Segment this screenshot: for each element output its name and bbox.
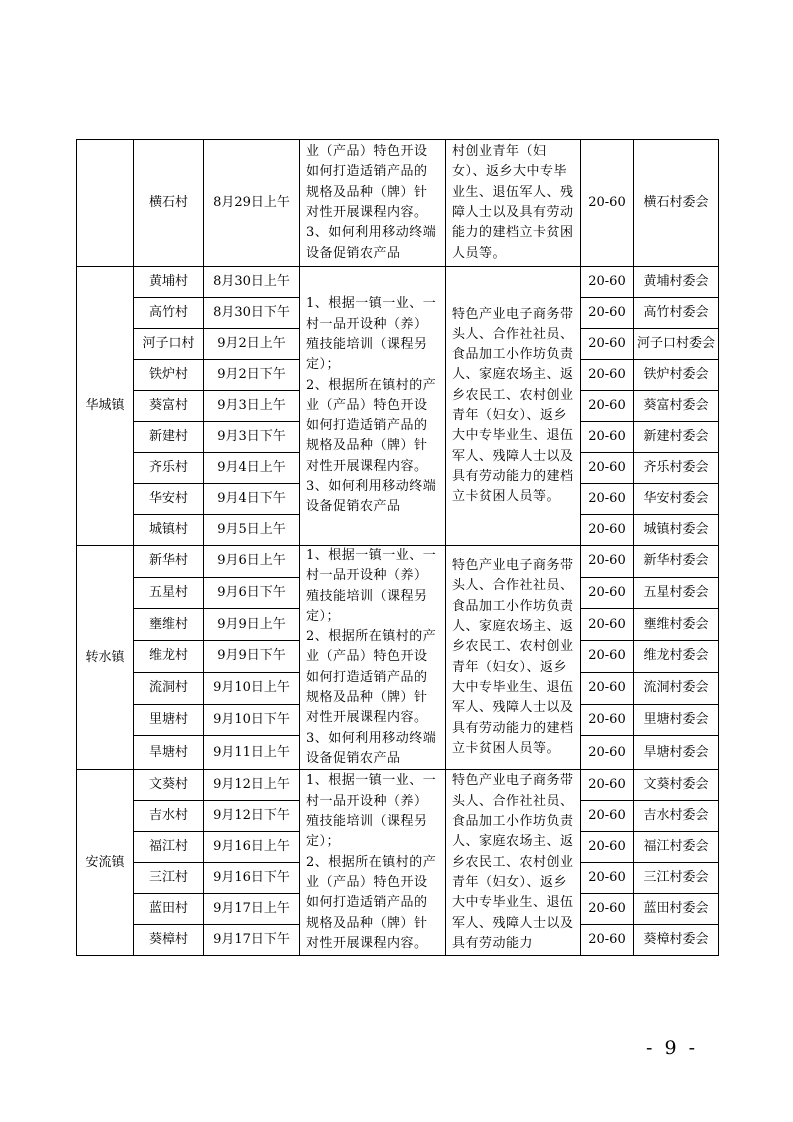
village-cell: 高竹村 [134,298,204,329]
date-cell: 9月12日下午 [204,801,300,832]
village-cell: 齐乐村 [134,453,204,484]
training-schedule-table [76,139,719,956]
venue-cell: 旱塘村委会 [634,736,719,770]
venue-cell: 葵富村委会 [634,391,719,422]
date-cell: 9月10日下午 [204,704,300,736]
venue-cell: 高竹村委会 [634,298,719,329]
count-cell: 20-60 [581,672,634,704]
date-cell: 8月30日下午 [204,298,300,329]
date-cell: 9月5日上午 [204,515,300,546]
count-cell: 20-60 [581,577,634,609]
count-cell: 20-60 [581,298,634,329]
target-cell: 特色产业电子商务带头人、合作社社员、食品加工小作坊负责人、家庭农场主、返乡农民工、农村创业青年（妇女）、返乡大中专毕业生、退伍军人、残障人士以及具有劳动能力 [446,770,581,956]
count-cell: 20-60 [581,546,634,578]
count-cell: 20-60 [581,704,634,736]
village-cell: 文葵村 [134,770,204,801]
content-cell: 1、根据一镇一业、一村一品开设种（养）殖技能培训（课程另定）； 2、根据所在镇村的产业（产品）特色开设如何打造适销产品的规格及品种（牌）针对性开展课程内容。 [300,770,446,956]
date-cell: 9月2日上午 [204,329,300,360]
count-cell: 20-60 [581,925,634,956]
date-cell: 9月3日下午 [204,422,300,453]
village-cell: 三江村 [134,863,204,894]
village-cell: 蓝田村 [134,894,204,925]
venue-cell: 新建村委会 [634,422,719,453]
venue-cell: 新华村委会 [634,546,719,578]
count-cell: 20-60 [581,453,634,484]
date-cell: 9月6日下午 [204,577,300,609]
village-cell: 河子口村 [134,329,204,360]
venue-cell: 城镇村委会 [634,515,719,546]
content-cell: 1、根据一镇一业、一村一品开设种（养）殖技能培训（课程另定）； 2、根据所在镇村的产业（产品）特色开设如何打造适销产品的规格及品种（牌）针对性开展课程内容。 3、如何利用移动终端设备促销农产品 [300,546,446,770]
date-cell: 9月12日上午 [204,770,300,801]
content-cell: 1、根据一镇一业、一村一品开设种（养）殖技能培训（课程另定）； 2、根据所在镇村的产业（产品）特色开设如何打造适销产品的规格及品种（牌）针对性开展课程内容。 3、如何利用移动终端设备促销农产品 [300,267,446,546]
venue-cell: 吉水村委会 [634,801,719,832]
date-cell: 9月16日下午 [204,863,300,894]
date-cell: 9月11日上午 [204,736,300,770]
venue-cell: 横石村委会 [634,140,719,267]
venue-cell: 齐乐村委会 [634,453,719,484]
date-cell: 9月9日下午 [204,641,300,673]
count-cell: 20-60 [581,140,634,267]
venue-cell: 黄埔村委会 [634,267,719,298]
count-cell: 20-60 [581,515,634,546]
count-cell: 20-60 [581,391,634,422]
date-cell: 9月4日下午 [204,484,300,515]
venue-cell: 流洞村委会 [634,672,719,704]
village-cell: 新建村 [134,422,204,453]
village-cell: 吉水村 [134,801,204,832]
town-cell: 转水镇 [77,546,134,770]
count-cell: 20-60 [581,801,634,832]
count-cell: 20-60 [581,770,634,801]
count-cell: 20-60 [581,422,634,453]
date-cell: 9月17日下午 [204,925,300,956]
content-cell: 业（产品）特色开设如何打造适销产品的规格及品种（牌）针对性开展课程内容。 3、如何利用移动终端设备促销农产品 [300,140,446,267]
village-cell: 福江村 [134,832,204,863]
date-cell: 9月2日下午 [204,360,300,391]
target-cell: 村创业青年（妇女）、返乡大中专毕业生、退伍军人、残障人士以及具有劳动能力的建档立卡贫困人员等。 [446,140,581,267]
table-row [77,140,719,267]
venue-cell: 壅维村委会 [634,609,719,641]
count-cell: 20-60 [581,894,634,925]
village-cell: 流洞村 [134,672,204,704]
count-cell: 20-60 [581,736,634,770]
table-row [77,546,719,578]
venue-cell: 三江村委会 [634,863,719,894]
date-cell: 9月6日上午 [204,546,300,578]
town-cell: 安流镇 [77,770,134,956]
date-cell: 9月4日上午 [204,453,300,484]
village-cell: 横石村 [134,140,204,267]
venue-cell: 五星村委会 [634,577,719,609]
count-cell: 20-60 [581,267,634,298]
venue-cell: 文葵村委会 [634,770,719,801]
target-cell: 特色产业电子商务带头人、合作社社员、食品加工小作坊负责人、家庭农场主、返乡农民工、农村创业青年（妇女）、返乡大中专毕业生、退伍军人、残障人士以及具有劳动能力的建档立卡贫困人员等。 [446,546,581,770]
venue-cell: 河子口村委会 [634,329,719,360]
date-cell: 9月10日上午 [204,672,300,704]
venue-cell: 里塘村委会 [634,704,719,736]
venue-cell: 华安村委会 [634,484,719,515]
date-cell: 9月17日上午 [204,894,300,925]
venue-cell: 葵樟村委会 [634,925,719,956]
village-cell: 五星村 [134,577,204,609]
venue-cell: 维龙村委会 [634,641,719,673]
venue-cell: 福江村委会 [634,832,719,863]
village-cell: 旱塘村 [134,736,204,770]
date-cell: 9月16日上午 [204,832,300,863]
venue-cell: 铁炉村委会 [634,360,719,391]
count-cell: 20-60 [581,329,634,360]
target-cell: 特色产业电子商务带头人、合作社社员、食品加工小作坊负责人、家庭农场主、返乡农民工、农村创业青年（妇女）、返乡大中专毕业生、退伍军人、残障人士以及具有劳动能力的建档立卡贫困人员等。 [446,267,581,546]
date-cell: 9月9日上午 [204,609,300,641]
count-cell: 20-60 [581,484,634,515]
date-cell: 9月3日上午 [204,391,300,422]
village-cell: 葵樟村 [134,925,204,956]
table-row [77,267,719,298]
date-cell: 8月29日上午 [204,140,300,267]
village-cell: 华安村 [134,484,204,515]
village-cell: 铁炉村 [134,360,204,391]
town-cell [77,140,134,267]
venue-cell: 蓝田村委会 [634,894,719,925]
page-number: - 9 - [646,1037,699,1059]
village-cell: 新华村 [134,546,204,578]
village-cell: 葵富村 [134,391,204,422]
count-cell: 20-60 [581,641,634,673]
village-cell: 维龙村 [134,641,204,673]
village-cell: 城镇村 [134,515,204,546]
count-cell: 20-60 [581,863,634,894]
count-cell: 20-60 [581,832,634,863]
table-row [77,770,719,801]
village-cell: 黄埔村 [134,267,204,298]
date-cell: 8月30日上午 [204,267,300,298]
village-cell: 里塘村 [134,704,204,736]
town-cell: 华城镇 [77,267,134,546]
count-cell: 20-60 [581,360,634,391]
count-cell: 20-60 [581,609,634,641]
village-cell: 壅维村 [134,609,204,641]
